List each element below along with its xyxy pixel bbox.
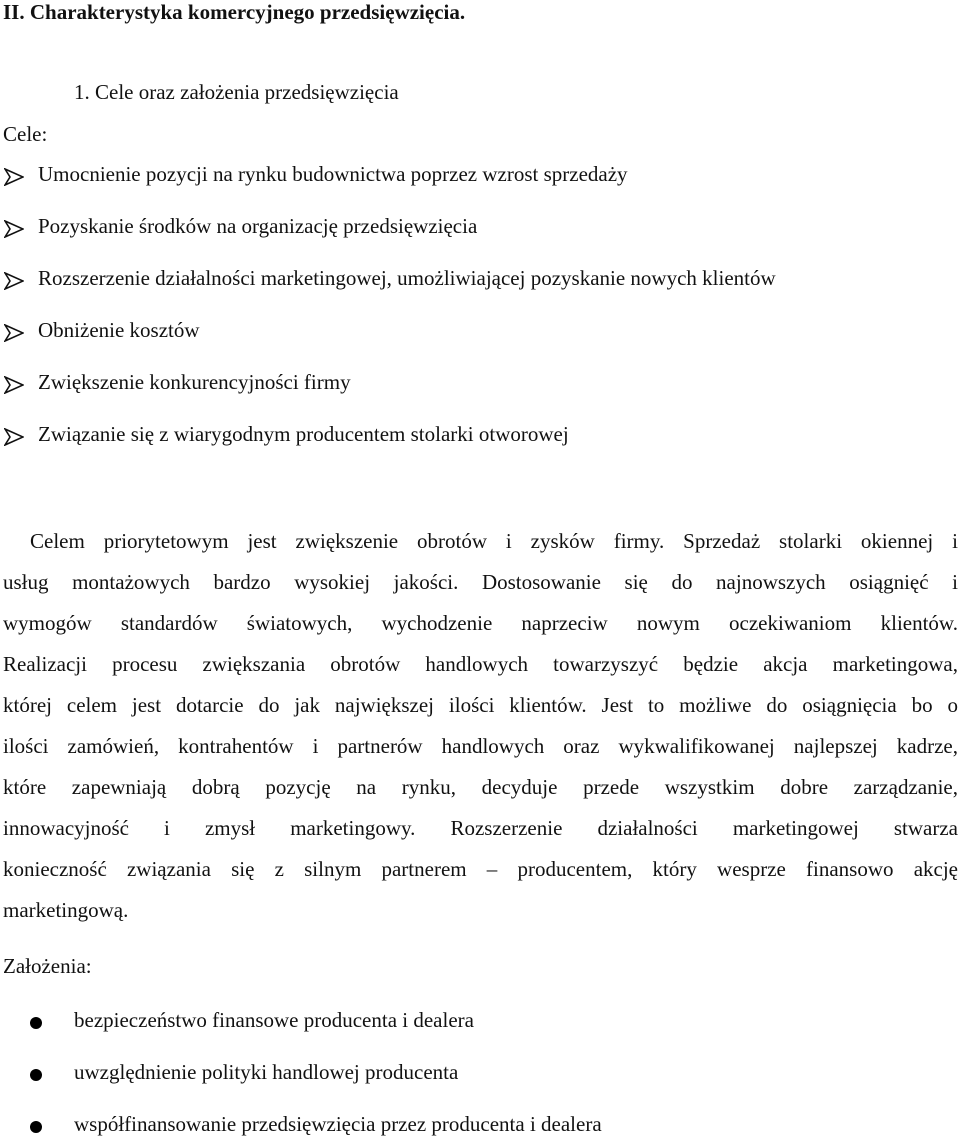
goal-item: Zwiększenie konkurencyjności firmy xyxy=(38,370,351,394)
arrowhead-bullet-icon xyxy=(4,220,24,238)
paragraph-line: ilości zamówień, kontrahentów i partnerów handlowych oraz wykwalifikowanej najlepszej kadrze, xyxy=(3,734,958,758)
paragraph-line: innowacyjność i zmysł marketingowy. Rozszerzenie działalności marketingowej stwarza xyxy=(3,816,958,840)
paragraph-line: które zapewniają dobrą pozycję na rynku, decyduje przede wszystkim dobre zarządzanie, xyxy=(3,775,958,799)
arrowhead-bullet-icon xyxy=(4,324,24,342)
paragraph-line: Celem priorytetowym jest zwiększenie obrotów i zysków firmy. Sprzedaż stolarki okiennej i xyxy=(30,529,958,553)
goals-label: Cele: xyxy=(3,122,48,146)
goal-item: Rozszerzenie działalności marketingowej, umożliwiającej pozyskanie nowych klientów xyxy=(38,266,776,290)
arrowhead-bullet-icon xyxy=(4,168,24,186)
section-title: II. Charakterystyka komercyjnego przedsięwzięcia. xyxy=(3,0,466,24)
paragraph-line: Realizacji procesu zwiększania obrotów handlowych towarzyszyć będzie akcja marketingowa, xyxy=(3,652,958,676)
subsection-title: 1. Cele oraz założenia przedsięwzięcia xyxy=(74,80,399,104)
assumption-item: współfinansowanie przedsięwzięcia przez producenta i dealera xyxy=(74,1112,602,1136)
paragraph-line: wymogów standardów światowych, wychodzenie naprzeciw nowym oczekiwaniom klientów. xyxy=(3,611,958,635)
paragraph-line: konieczność związania się z silnym partnerem – producentem, który wesprze finansowo akcję xyxy=(3,857,958,881)
arrowhead-bullet-icon xyxy=(4,376,24,394)
paragraph-line: której celem jest dotarcie do jak największej ilości klientów. Jest to możliwe do osiągnięcia bo o xyxy=(3,693,958,717)
assumption-item: uwzględnienie polityki handlowej producenta xyxy=(74,1060,459,1084)
goal-item: Związanie się z wiarygodnym producentem stolarki otworowej xyxy=(38,422,569,446)
assumption-item: bezpieczeństwo finansowe producenta i dealera xyxy=(74,1008,474,1032)
arrowhead-bullet-icon xyxy=(4,428,24,446)
goal-item: Pozyskanie środków na organizację przedsięwzięcia xyxy=(38,214,478,238)
paragraph-line: marketingową. xyxy=(3,898,129,922)
filled-circle-bullet-icon xyxy=(30,1069,42,1081)
filled-circle-bullet-icon xyxy=(30,1121,42,1133)
paragraph-line: usług montażowych bardzo wysokiej jakości. Dostosowanie się do najnowszych osiągnięć i xyxy=(3,570,958,594)
arrowhead-bullet-icon xyxy=(4,272,24,290)
filled-circle-bullet-icon xyxy=(30,1017,42,1029)
assumptions-label: Założenia: xyxy=(3,954,92,978)
goal-item: Umocnienie pozycji na rynku budownictwa poprzez wzrost sprzedaży xyxy=(38,162,628,186)
goal-item: Obniżenie kosztów xyxy=(38,318,200,342)
